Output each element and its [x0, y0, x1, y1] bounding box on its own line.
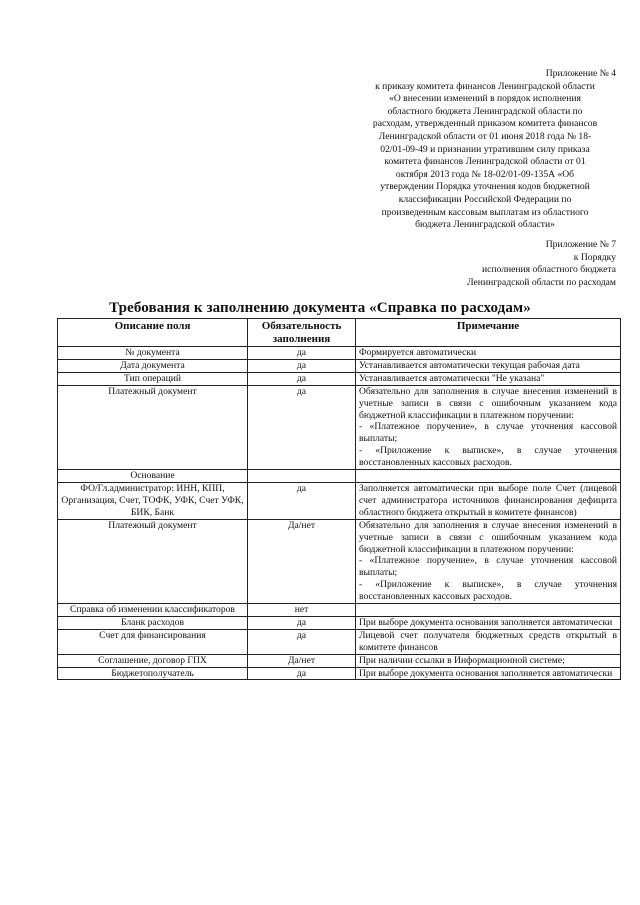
- required-cell: да: [248, 482, 356, 519]
- required-cell: Да/нет: [248, 519, 356, 603]
- note-cell: [356, 604, 621, 617]
- required-cell: Да/нет: [248, 654, 356, 667]
- header-required: Обязательность заполнения: [248, 319, 356, 347]
- note-cell: [356, 519, 621, 603]
- table-row: [58, 385, 621, 469]
- note-paragraph: Лицевой счет получателя бюджетных средств открытый в комитете финансов: [359, 629, 617, 653]
- header-note: Примечание: [356, 319, 621, 347]
- table-row: [58, 519, 621, 603]
- note-paragraph: Устанавливается автоматически "Не указана": [359, 372, 545, 384]
- note-paragraph: Формируется автоматически: [359, 347, 477, 358]
- required-cell: да: [248, 359, 356, 372]
- required-cell: да: [248, 385, 356, 469]
- required-cell: да: [248, 372, 356, 385]
- required-cell: да: [248, 629, 356, 654]
- note-paragraph: Устанавливается автоматически текущая рабочая дата: [359, 359, 580, 371]
- appendix-4-text: к приказу комитета финансов Ленинградской области «О внесении изменений в порядок исполнения областного бюджета Ленинградской области по расходам, утвержденный приказом комитета финансов Ленинградской области от 01 июня 2018 года № 18- 02/01-09-49 и признании утратившим силу приказа комитета финансов Ленинградской области от 01 октября 2013 года № 18-02/01-09-135А «Об утверждении Порядка уточнения кодов бюджетной классификации Российской Федерации по произведенным кассовым выплатам из областного бюджета Ленинградской области»: [372, 80, 598, 231]
- table-row: [58, 616, 621, 629]
- note-paragraph: При выборе документа основания заполняется автоматически: [359, 667, 613, 679]
- table-row: [58, 372, 621, 385]
- note-paragraph: - «Приложение к выписке», в случае уточнения восстановленных кассовых расходов.: [359, 445, 617, 469]
- requirements-table: [57, 318, 621, 680]
- note-paragraph: Заполняется автоматически при выборе поле Счет (лицевой счет администратора источников финансирования дефицита областного бюджета открытый в комитете финансов): [359, 482, 617, 518]
- note-cell: [356, 385, 621, 469]
- note-cell: [356, 372, 621, 385]
- field-description-cell: Дата документа: [58, 359, 248, 372]
- note-paragraph: Обязательно для заполнения в случае внесения изменений в учетные записи в связи с ошибочным указанием кода бюджетной классификации в платежном поручении:: [359, 519, 617, 555]
- appendix-7-header: [396, 239, 616, 289]
- required-cell: да: [248, 347, 356, 360]
- document-title: Требования к заполнению документа «Справка по расходам»: [109, 300, 531, 316]
- field-description-cell: Соглашение, договор ГПХ: [58, 654, 248, 667]
- header-field-description: Описание поля: [58, 319, 248, 347]
- table-row: [58, 470, 621, 483]
- field-description-cell: Счет для финансирования: [58, 629, 248, 654]
- note-cell: [356, 629, 621, 654]
- table-body: [58, 347, 621, 680]
- note-paragraph: При наличии ссылки в Информационной системе;: [359, 654, 565, 666]
- field-description-cell: Бланк расходов: [58, 616, 248, 629]
- note-paragraph: - «Платежное поручение», в случае уточнения кассовой выплаты;: [359, 555, 617, 579]
- note-cell: [356, 359, 621, 372]
- field-description-cell: Основание: [58, 470, 248, 483]
- field-description-cell: ФО/Гл.администратор: ИНН, КПП, Организация, Счет, ТОФК, УФК, Счет УФК, БИК, Банк: [58, 482, 248, 519]
- note-paragraph: Обязательно для заполнения в случае внесения изменений в учетные записи в связи с ошибочным указанием кода бюджетной классификации в платежном поручении:: [359, 385, 617, 421]
- appendix-4-title: Приложение № 4: [545, 68, 616, 79]
- table-header-row: [58, 319, 621, 347]
- required-cell: да: [248, 667, 356, 680]
- table-row: [58, 667, 621, 680]
- note-cell: [356, 667, 621, 680]
- note-paragraph: - «Платежное поручение», в случае уточнения кассовой выплаты;: [359, 421, 617, 445]
- field-description-cell: Тип операций: [58, 372, 248, 385]
- table-row: [58, 482, 621, 519]
- field-description-cell: Справка об изменении классификаторов: [58, 604, 248, 617]
- field-description-cell: Платежный документ: [58, 385, 248, 469]
- field-description-cell: № документа: [58, 347, 248, 360]
- table-row: [58, 604, 621, 617]
- appendix-4-header: [354, 68, 616, 232]
- note-cell: [356, 347, 621, 360]
- table-row: [58, 654, 621, 667]
- note-cell: [356, 654, 621, 667]
- note-cell: [356, 616, 621, 629]
- note-paragraph: При выборе документа основания заполняется автоматически: [359, 616, 613, 628]
- required-cell: да: [248, 616, 356, 629]
- note-cell: [356, 470, 621, 483]
- table-row: [58, 359, 621, 372]
- field-description-cell: Платежный документ: [58, 519, 248, 603]
- field-description-cell: Бюджетополучатель: [58, 667, 248, 680]
- table-row: [58, 347, 621, 360]
- note-paragraph: - «Приложение к выписке», в случае уточнения восстановленных кассовых расходов.: [359, 579, 617, 603]
- appendix-7-text: к Порядку исполнения областного бюджета Ленинградской области по расходам: [467, 251, 616, 288]
- required-cell: [248, 470, 356, 483]
- appendix-7-title: Приложение № 7: [545, 239, 616, 250]
- required-cell: нет: [248, 604, 356, 617]
- table-row: [58, 629, 621, 654]
- note-cell: [356, 482, 621, 519]
